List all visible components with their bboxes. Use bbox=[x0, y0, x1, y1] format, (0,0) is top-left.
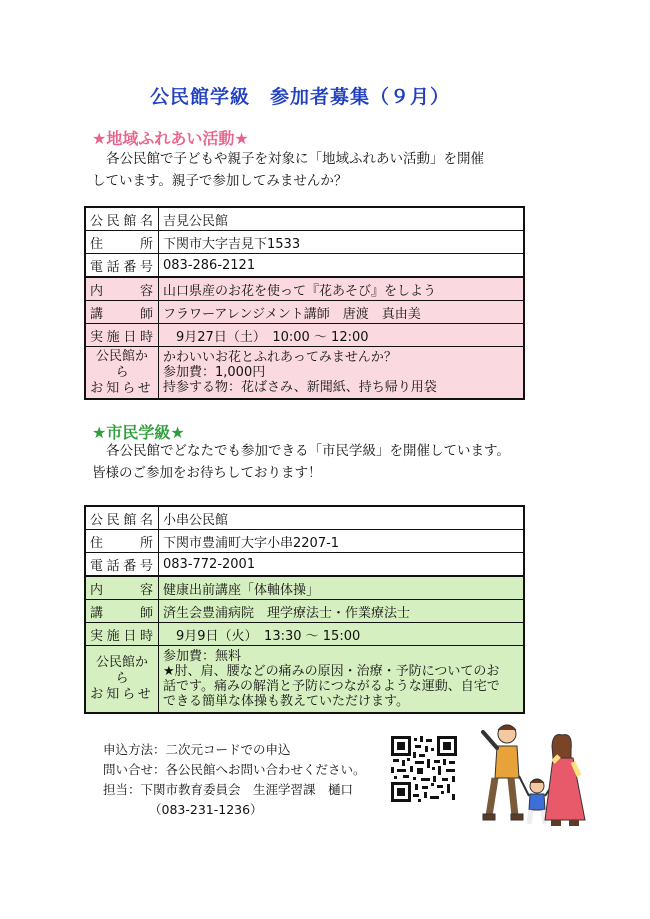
instructor-label: 講師 bbox=[85, 301, 159, 324]
notice-line: できる簡単な体操も教えていただけます。 bbox=[163, 694, 409, 709]
inquiry-text: 問い合せ：各公民館へお問い合わせください。 bbox=[103, 762, 366, 777]
facility-label: 公民館名 bbox=[85, 506, 159, 530]
address-value: 下関市豊浦町大字小串2207-1 bbox=[159, 530, 525, 553]
section1-intro-line1: 各公民館で子どもや親子を対象に「地域ふれあい活動」を開催 bbox=[106, 151, 484, 167]
contact-phone: （083-231-1236） bbox=[149, 802, 263, 817]
notice-line: 参加費：無料 bbox=[163, 649, 242, 664]
content-value: 健康出前講座「体軸体操」 bbox=[159, 576, 525, 600]
notice-label-line2: お知らせ bbox=[90, 687, 154, 702]
notice-value bbox=[159, 646, 525, 714]
contact-info bbox=[103, 740, 366, 820]
page-title: 公民館学級 参加者募集（９月） bbox=[149, 86, 450, 108]
date-label: 実施日時 bbox=[85, 324, 159, 347]
section2-table bbox=[84, 505, 525, 714]
address-label: 住所 bbox=[85, 231, 159, 254]
notice-value bbox=[159, 347, 525, 400]
phone-label: 電話番号 bbox=[85, 254, 159, 278]
notice-line: かわいいお花とふれあってみませんか？ bbox=[163, 350, 397, 365]
instructor-value: 済生会豊浦病院 理学療法士・作業療法士 bbox=[159, 600, 525, 623]
instructor-label: 講師 bbox=[85, 600, 159, 623]
section1-intro-line2: しています。親子で参加してみませんか？ bbox=[92, 173, 348, 189]
apply-method: 申込方法：二次元コードでの申込 bbox=[103, 742, 291, 757]
phone-value: 083-772-2001 bbox=[159, 553, 525, 577]
date-label: 実施日時 bbox=[85, 623, 159, 646]
section2-heading: ★市民学級★ bbox=[92, 423, 185, 442]
family-illustration-icon bbox=[467, 716, 597, 831]
facility-value: 小串公民館 bbox=[159, 506, 525, 530]
notice-label-line1: 公民館から bbox=[95, 655, 148, 686]
facility-value: 吉見公民館 bbox=[159, 207, 525, 231]
notice-label-line2: お知らせ bbox=[90, 380, 154, 396]
notice-label bbox=[85, 347, 159, 400]
notice-label bbox=[85, 646, 159, 714]
section1-table bbox=[84, 206, 525, 400]
address-value: 下関市大字吉見下1533 bbox=[159, 231, 525, 254]
date-value: 9月27日（土） 10:00 ～ 12:00 bbox=[159, 324, 525, 347]
notice-line: ★肘、肩、腰などの痛みの原因・治療・予防についてのお bbox=[163, 664, 500, 679]
notice-line: 持参する物：花ばさみ、新聞紙、持ち帰り用袋 bbox=[163, 380, 437, 395]
content-label: 内容 bbox=[85, 277, 159, 301]
section1-intro bbox=[92, 148, 572, 192]
section2-intro-line2: 皆様のご参加をお待ちしております！ bbox=[92, 465, 322, 481]
date-value: 9月9日（火） 13:30 ～ 15:00 bbox=[159, 623, 525, 646]
address-label: 住所 bbox=[85, 530, 159, 553]
content-label: 内容 bbox=[85, 576, 159, 600]
phone-label: 電話番号 bbox=[85, 553, 159, 577]
facility-label: 公民館名 bbox=[85, 207, 159, 231]
qr-code-icon[interactable] bbox=[391, 736, 457, 802]
instructor-value: フラワーアレンジメント講師 唐渡 真由美 bbox=[159, 301, 525, 324]
notice-label-line1: 公民館から bbox=[95, 348, 148, 380]
notice-line: 参加費：1,000円 bbox=[163, 365, 266, 380]
phone-value: 083-286-2121 bbox=[159, 254, 525, 278]
section1-heading: ★地域ふれあい活動★ bbox=[92, 129, 249, 148]
content-value: 山口県産のお花を使って『花あそび』をしよう bbox=[159, 277, 525, 301]
notice-line: 話です。痛みの解消と予防につながるような運動、自宅で bbox=[163, 679, 500, 694]
section2-intro-line1: 各公民館でどなたでも参加できる「市民学級」を開催しています。 bbox=[106, 443, 510, 459]
section2-intro bbox=[92, 440, 572, 484]
contact-person: 担当：下関市教育委員会 生涯学習課 樋口 bbox=[103, 782, 354, 797]
